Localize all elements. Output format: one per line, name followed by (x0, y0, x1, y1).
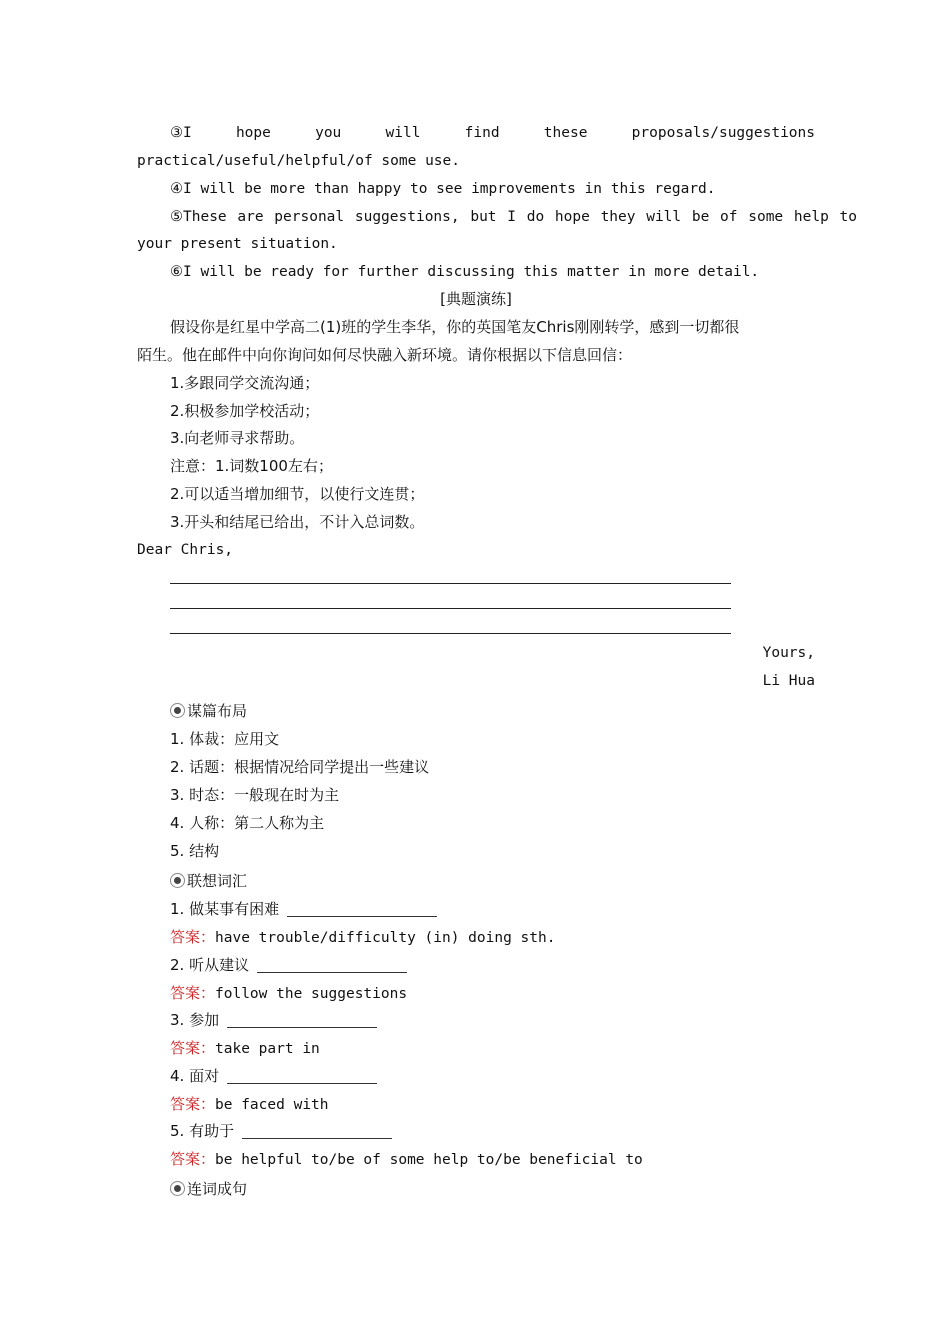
note-3: 3.开头和结尾已给出，不计入总词数。 (170, 513, 425, 531)
word: these (543, 125, 588, 141)
answer-label: 答案： (170, 928, 216, 946)
answer-label: 答案： (170, 1095, 216, 1113)
section-vocab-title (170, 871, 815, 891)
answer-text: follow the suggestions (215, 986, 408, 1002)
answer-blank[interactable] (287, 902, 437, 917)
prompt-point-1: 1.多跟同学交流沟通； (170, 374, 320, 392)
word: proposals/suggestions (631, 125, 815, 141)
layout-item: 3. 时态：一般现在时为主 (170, 786, 340, 804)
prompt-point-3: 3.向老师寻求帮助。 (170, 429, 305, 447)
vocab-answer-4 (170, 1094, 815, 1115)
layout-item: 5. 结构 (170, 842, 220, 860)
answer-blank[interactable] (242, 1124, 392, 1139)
suggestion-5-line1: ⑤These are personal suggestions, but I do hope they will be of some help to (170, 209, 857, 225)
suggestion-5-line2: your present situation. (137, 236, 338, 252)
question-text: 5. 有助于 (170, 1122, 235, 1140)
vocab-answer-1 (170, 927, 815, 948)
note-1: 注意：1.词数100左右； (170, 457, 333, 475)
suggestion-4: ④I will be more than happy to see improvements in this regard. (170, 181, 716, 197)
salutation: Dear Chris, (137, 542, 234, 558)
vocab-answer-5 (170, 1149, 815, 1170)
radio-bullet-icon (170, 873, 185, 888)
answer-label: 答案： (170, 1150, 216, 1168)
answer-text: take part in (215, 1041, 320, 1057)
section-layout-title (170, 701, 815, 721)
suggestion-3-line1 (170, 123, 815, 143)
section-title-text: 连词成句 (187, 1180, 248, 1198)
writing-line (170, 583, 731, 584)
section-sentence-title (170, 1179, 815, 1199)
word: you (315, 125, 342, 141)
section-title-text: 谋篇布局 (187, 702, 248, 720)
word: hope (235, 125, 271, 141)
note-2: 2.可以适当增加细节，以使行文连贯； (170, 485, 425, 503)
section-title-text: 联想词汇 (187, 872, 248, 890)
answer-text: be helpful to/be of some help to/be beneficial to (215, 1152, 643, 1168)
word: will (385, 125, 421, 141)
answer-label: 答案： (170, 1039, 216, 1057)
prompt-line-1: 假设你是红星中学高二(1)班的学生李华，你的英国笔友Chris刚刚转学，感到一切都很 (170, 318, 740, 336)
answer-blank[interactable] (227, 1013, 377, 1028)
suggestion-3-line2: practical/useful/helpful/of some use. (137, 153, 461, 169)
answer-text: be faced with (215, 1097, 329, 1113)
question-text: 1. 做某事有困难 (170, 900, 280, 918)
answer-blank[interactable] (227, 1069, 377, 1084)
prompt-line-2: 陌生。他在邮件中向你询问如何尽快融入新环境。请你根据以下信息回信： (137, 346, 633, 364)
radio-bullet-icon (170, 703, 185, 718)
prompt-point-2: 2.积极参加学校活动； (170, 402, 320, 420)
signature: Li Hua (762, 673, 815, 689)
exercise-heading: [典题演练] (440, 290, 512, 308)
word: find (464, 125, 500, 141)
vocab-question-2 (170, 955, 815, 975)
vocab-question-4 (170, 1066, 815, 1086)
question-text: 4. 面对 (170, 1067, 220, 1085)
word: ③I (170, 125, 192, 141)
question-text: 3. 参加 (170, 1011, 220, 1029)
vocab-answer-3 (170, 1038, 815, 1059)
answer-label: 答案： (170, 984, 216, 1002)
writing-line (170, 633, 731, 634)
suggestion-6: ⑥I will be ready for further discussing this matter in more detail. (170, 264, 760, 280)
radio-bullet-icon (170, 1181, 185, 1196)
vocab-answer-2 (170, 983, 815, 1004)
question-text: 2. 听从建议 (170, 956, 250, 974)
vocab-question-3 (170, 1010, 815, 1030)
answer-blank[interactable] (257, 958, 407, 973)
vocab-question-5 (170, 1121, 815, 1141)
closing: Yours, (762, 645, 815, 661)
layout-item: 4. 人称：第二人称为主 (170, 814, 325, 832)
answer-text: have trouble/difficulty (in) doing sth. (215, 930, 556, 946)
layout-item: 2. 话题：根据情况给同学提出一些建议 (170, 758, 430, 776)
writing-line (170, 608, 731, 609)
vocab-question-1 (170, 899, 815, 919)
layout-item: 1. 体裁：应用文 (170, 730, 280, 748)
